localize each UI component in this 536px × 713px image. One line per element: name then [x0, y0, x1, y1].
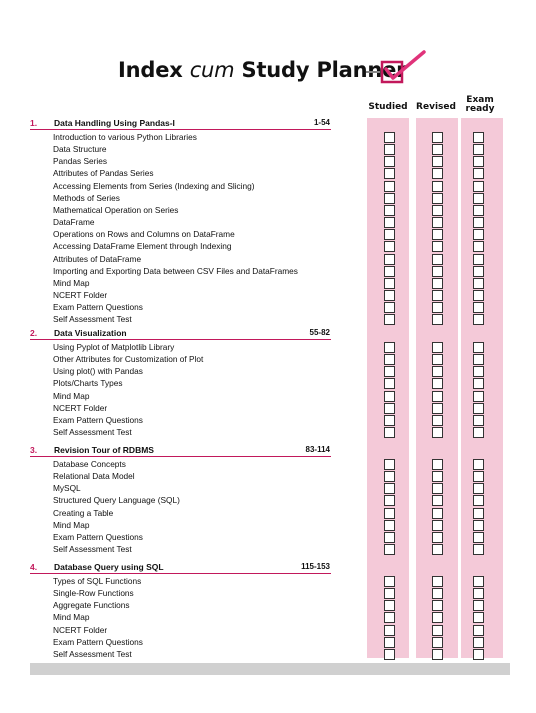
studied-checkbox[interactable] [384, 459, 395, 470]
list-item [0, 217, 536, 229]
revised-checkbox[interactable] [432, 403, 443, 414]
revised-checkbox[interactable] [432, 205, 443, 216]
list-item [0, 193, 536, 205]
list-item [0, 471, 536, 483]
studied-checkbox[interactable] [384, 544, 395, 555]
revised-checkbox[interactable] [432, 588, 443, 599]
revised-checkbox[interactable] [432, 520, 443, 531]
list-item [0, 544, 536, 556]
topic-label: Attributes of DataFrame [53, 253, 142, 264]
revised-checkbox[interactable] [432, 354, 443, 365]
section-divider [30, 339, 331, 340]
exam-ready-checkbox[interactable] [473, 181, 484, 192]
revised-checkbox[interactable] [432, 378, 443, 389]
page-title [118, 58, 406, 82]
list-item [0, 612, 536, 624]
exam-ready-checkbox[interactable] [473, 193, 484, 204]
topic-label: NCERT Folder [53, 289, 108, 300]
topic-label: Aggregate Functions [53, 600, 130, 611]
list-item [0, 649, 536, 661]
revised-checkbox[interactable] [432, 495, 443, 506]
revised-checkbox[interactable] [432, 229, 443, 240]
topic-label: Exam Pattern Questions [53, 414, 143, 425]
topic-label: Self Assessment Test [53, 314, 132, 325]
topic-label: Exam Pattern Questions [53, 302, 143, 313]
revised-checkbox[interactable] [432, 144, 443, 155]
exam-ready-checkbox[interactable] [473, 612, 484, 623]
exam-ready-checkbox[interactable] [473, 366, 484, 377]
exam-ready-checkbox[interactable] [473, 378, 484, 389]
studied-checkbox[interactable] [384, 600, 395, 611]
list-item [0, 459, 536, 471]
studied-checkbox[interactable] [384, 354, 395, 365]
footer-bar [30, 663, 510, 675]
topic-label: Creating a Table [53, 507, 114, 518]
topic-label: NCERT Folder [53, 624, 108, 635]
revised-checkbox[interactable] [432, 254, 443, 265]
topic-label: Mind Map [53, 612, 90, 623]
exam-ready-checkbox[interactable] [473, 532, 484, 543]
list-item [0, 254, 536, 266]
topic-label: Attributes of Pandas Series [53, 168, 154, 179]
list-item [0, 378, 536, 390]
section-pages: 83-114 [305, 445, 330, 454]
title-italic: cum [189, 58, 235, 82]
revised-checkbox[interactable] [432, 637, 443, 648]
exam-ready-checkbox[interactable] [473, 508, 484, 519]
topic-label: Structured Query Language (SQL) [53, 495, 180, 506]
exam-ready-checkbox[interactable] [473, 471, 484, 482]
section-header [0, 118, 536, 130]
exam-ready-checkbox[interactable] [473, 520, 484, 531]
section-header [0, 445, 536, 457]
studied-checkbox[interactable] [384, 637, 395, 648]
topic-label: Plots/Charts Types [53, 378, 123, 389]
list-item [0, 637, 536, 649]
section-title: Data Visualization [54, 328, 127, 338]
list-item [0, 391, 536, 403]
checkmark-box-icon [366, 50, 428, 86]
studied-checkbox[interactable] [384, 254, 395, 265]
studied-checkbox[interactable] [384, 290, 395, 301]
section-number: 1. [30, 118, 38, 128]
section-title: Revision Tour of RDBMS [54, 445, 154, 455]
studied-checkbox[interactable] [384, 302, 395, 313]
section-divider [30, 573, 331, 574]
studied-checkbox[interactable] [384, 427, 395, 438]
exam-ready-checkbox[interactable] [473, 278, 484, 289]
list-item [0, 132, 536, 144]
revised-checkbox[interactable] [432, 217, 443, 228]
list-item [0, 366, 536, 378]
revised-checkbox[interactable] [432, 241, 443, 252]
exam-ready-checkbox[interactable] [473, 254, 484, 265]
exam-ready-checkbox[interactable] [473, 427, 484, 438]
studied-checkbox[interactable] [384, 612, 395, 623]
revised-checkbox[interactable] [432, 156, 443, 167]
list-item [0, 278, 536, 290]
studied-checkbox[interactable] [384, 403, 395, 414]
revised-checkbox[interactable] [432, 132, 443, 143]
revised-checkbox[interactable] [432, 649, 443, 660]
topic-label: Introduction to various Python Libraries [53, 132, 197, 142]
topic-label: Operations on Rows and Columns on DataFrame [53, 229, 235, 240]
exam-ready-checkbox[interactable] [473, 217, 484, 228]
studied-checkbox[interactable] [384, 266, 395, 277]
list-item [0, 266, 536, 278]
exam-ready-checkbox[interactable] [473, 649, 484, 660]
section-pages: 55-82 [309, 328, 330, 337]
revised-checkbox[interactable] [432, 168, 443, 179]
column-header-studied: Studied [368, 102, 408, 112]
studied-checkbox[interactable] [384, 495, 395, 506]
list-item [0, 625, 536, 637]
list-item [0, 302, 536, 314]
list-item [0, 403, 536, 415]
section-divider [30, 456, 331, 457]
studied-checkbox[interactable] [384, 314, 395, 325]
topic-label: Mind Map [53, 390, 90, 401]
exam-ready-checkbox[interactable] [473, 290, 484, 301]
revised-checkbox[interactable] [432, 266, 443, 277]
studied-checkbox[interactable] [384, 144, 395, 155]
studied-checkbox[interactable] [384, 342, 395, 353]
section-pages: 1-54 [313, 118, 330, 127]
section-title: Database Query using SQL [54, 562, 164, 572]
revised-checkbox[interactable] [432, 302, 443, 313]
topic-label: Mind Map [53, 519, 90, 530]
list-item [0, 156, 536, 168]
studied-checkbox[interactable] [384, 156, 395, 167]
topic-label: Accessing DataFrame Element through Indexing [53, 241, 232, 252]
exam-ready-checkbox[interactable] [473, 205, 484, 216]
list-item [0, 588, 536, 600]
topic-label: Mathematical Operation on Series [53, 204, 179, 215]
studied-checkbox[interactable] [384, 471, 395, 482]
studied-checkbox[interactable] [384, 229, 395, 240]
list-item [0, 354, 536, 366]
revised-checkbox[interactable] [432, 290, 443, 301]
exam-ready-checkbox[interactable] [473, 132, 484, 143]
exam-ready-checkbox[interactable] [473, 625, 484, 636]
studied-checkbox[interactable] [384, 181, 395, 192]
list-item [0, 576, 536, 588]
exam-ready-checkbox[interactable] [473, 588, 484, 599]
studied-checkbox[interactable] [384, 508, 395, 519]
studied-checkbox[interactable] [384, 366, 395, 377]
topic-label: Relational Data Model [53, 471, 135, 482]
section-header [0, 562, 536, 574]
title-part2: Study Planner [234, 58, 407, 82]
revised-checkbox[interactable] [432, 544, 443, 555]
list-item [0, 415, 536, 427]
studied-checkbox[interactable] [384, 132, 395, 143]
topic-label: Using plot() with Pandas [53, 366, 143, 377]
revised-checkbox[interactable] [432, 314, 443, 325]
exam-ready-checkbox[interactable] [473, 302, 484, 313]
studied-checkbox[interactable] [384, 193, 395, 204]
revised-checkbox[interactable] [432, 278, 443, 289]
revised-checkbox[interactable] [432, 612, 443, 623]
exam-ready-checkbox[interactable] [473, 156, 484, 167]
column-header-revised: Revised [416, 102, 456, 112]
topic-label: NCERT Folder [53, 402, 108, 413]
revised-checkbox[interactable] [432, 415, 443, 426]
topic-label: Pandas Series [53, 156, 107, 167]
studied-checkbox[interactable] [384, 415, 395, 426]
studied-checkbox[interactable] [384, 241, 395, 252]
exam-ready-checkbox[interactable] [473, 342, 484, 353]
list-item [0, 342, 536, 354]
list-item [0, 181, 536, 193]
list-item [0, 168, 536, 180]
studied-checkbox[interactable] [384, 520, 395, 531]
revised-checkbox[interactable] [432, 508, 443, 519]
studied-checkbox[interactable] [384, 278, 395, 289]
section-divider [30, 129, 331, 130]
revised-checkbox[interactable] [432, 342, 443, 353]
section-pages: 115-153 [301, 562, 330, 571]
topic-label: Exam Pattern Questions [53, 636, 143, 647]
list-item [0, 495, 536, 507]
list-item [0, 205, 536, 217]
revised-checkbox[interactable] [432, 483, 443, 494]
section-number: 3. [30, 445, 38, 455]
exam-ready-checkbox[interactable] [473, 483, 484, 494]
exam-ready-checkbox[interactable] [473, 241, 484, 252]
exam-ready-checkbox[interactable] [473, 544, 484, 555]
studied-checkbox[interactable] [384, 168, 395, 179]
revised-checkbox[interactable] [432, 625, 443, 636]
revised-checkbox[interactable] [432, 600, 443, 611]
exam-ready-checkbox[interactable] [473, 459, 484, 470]
topic-label: MySQL [53, 483, 81, 494]
list-item [0, 508, 536, 520]
topic-label: Accessing Elements from Series (Indexing and Slicing) [53, 180, 255, 191]
list-item [0, 520, 536, 532]
topic-label: Types of SQL Functions [53, 576, 142, 586]
studied-checkbox[interactable] [384, 217, 395, 228]
list-item [0, 144, 536, 156]
studied-checkbox[interactable] [384, 378, 395, 389]
studied-checkbox[interactable] [384, 532, 395, 543]
column-header-exam-ready: Exam ready [465, 95, 495, 114]
list-item [0, 241, 536, 253]
studied-checkbox[interactable] [384, 625, 395, 636]
revised-checkbox[interactable] [432, 532, 443, 543]
list-item [0, 290, 536, 302]
topic-label: Data Structure [53, 144, 107, 155]
list-item [0, 314, 536, 326]
studied-checkbox[interactable] [384, 483, 395, 494]
topic-label: Importing and Exporting Data between CSV Files and DataFrames [53, 265, 298, 276]
section-number: 4. [30, 562, 38, 572]
revised-checkbox[interactable] [432, 459, 443, 470]
topic-label: Self Assessment Test [53, 544, 132, 555]
revised-checkbox[interactable] [432, 471, 443, 482]
list-item [0, 483, 536, 495]
exam-ready-checkbox[interactable] [473, 354, 484, 365]
section-title: Data Handling Using Pandas-I [54, 118, 175, 128]
studied-checkbox[interactable] [384, 205, 395, 216]
topic-label: Other Attributes for Customization of Plot [53, 354, 204, 365]
exam-ready-checkbox[interactable] [473, 600, 484, 611]
topic-label: Self Assessment Test [53, 648, 132, 659]
exam-ready-checkbox[interactable] [473, 168, 484, 179]
list-item [0, 532, 536, 544]
section-number: 2. [30, 328, 38, 338]
exam-ready-checkbox[interactable] [473, 266, 484, 277]
revised-checkbox[interactable] [432, 427, 443, 438]
revised-checkbox[interactable] [432, 193, 443, 204]
exam-ready-checkbox[interactable] [473, 403, 484, 414]
exam-ready-checkbox[interactable] [473, 495, 484, 506]
list-item [0, 600, 536, 612]
topic-label: Exam Pattern Questions [53, 531, 143, 542]
studied-checkbox[interactable] [384, 391, 395, 402]
revised-checkbox[interactable] [432, 366, 443, 377]
list-item [0, 229, 536, 241]
exam-ready-checkbox[interactable] [473, 576, 484, 587]
studied-checkbox[interactable] [384, 576, 395, 587]
exam-ready-checkbox[interactable] [473, 637, 484, 648]
topic-label: Self Assessment Test [53, 427, 132, 438]
topic-label: Database Concepts [53, 459, 126, 469]
list-item [0, 427, 536, 439]
topic-label: Single-Row Functions [53, 588, 134, 599]
topic-label: Using Pyplot of Matplotlib Library [53, 342, 175, 352]
exam-ready-checkbox[interactable] [473, 314, 484, 325]
topic-label: Mind Map [53, 277, 90, 288]
exam-ready-checkbox[interactable] [473, 144, 484, 155]
section-header [0, 328, 536, 340]
exam-ready-checkbox[interactable] [473, 229, 484, 240]
topic-label: Methods of Series [53, 192, 120, 203]
exam-ready-checkbox[interactable] [473, 415, 484, 426]
topic-label: DataFrame [53, 217, 95, 228]
revised-checkbox[interactable] [432, 181, 443, 192]
revised-checkbox[interactable] [432, 576, 443, 587]
studied-checkbox[interactable] [384, 588, 395, 599]
revised-checkbox[interactable] [432, 391, 443, 402]
title-part1: Index [118, 58, 190, 82]
studied-checkbox[interactable] [384, 649, 395, 660]
exam-ready-checkbox[interactable] [473, 391, 484, 402]
